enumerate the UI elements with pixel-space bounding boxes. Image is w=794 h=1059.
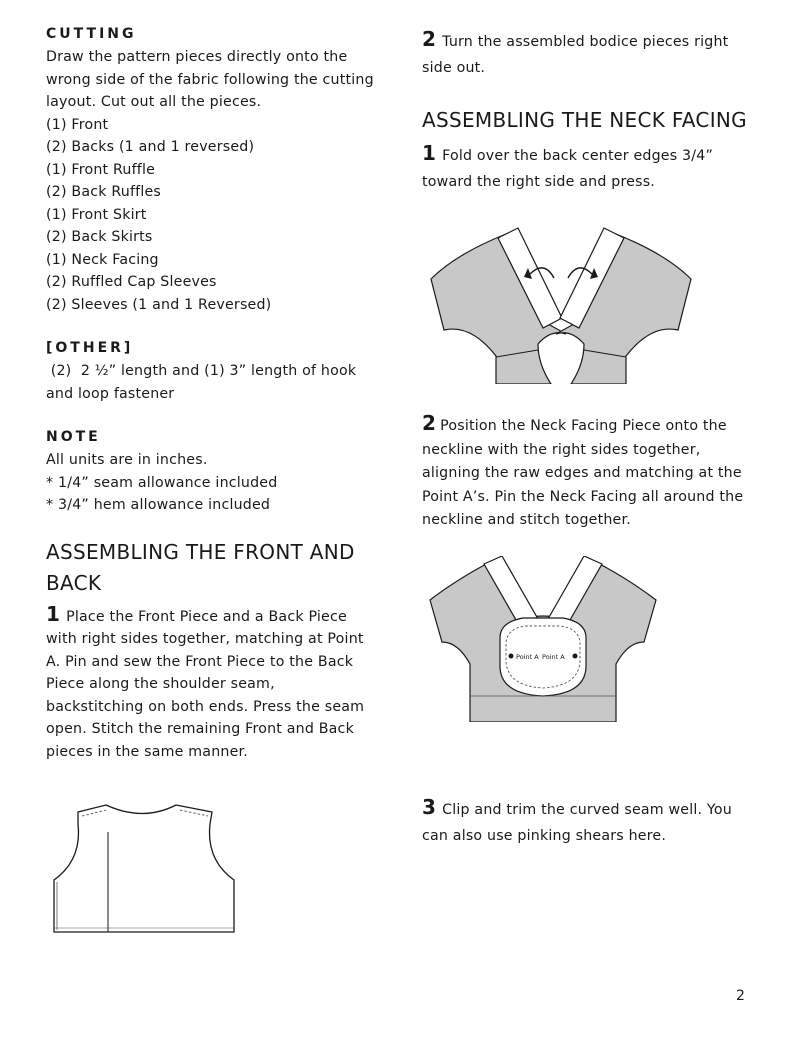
list-item: (1) Front <box>46 116 109 133</box>
note-section <box>46 427 376 517</box>
point-a-right-label: Point A <box>542 653 565 661</box>
step-text: Position the Neck Facing Piece onto the neckline with the right sides together, aligning the raw edges and matching at the Point A’s. Pin the Neck Facing all around the neckline and stitch together. <box>422 418 744 528</box>
other-text: (2) 2 ½” length and (1) 3” length of hook and loop fastener <box>46 363 362 402</box>
front-back-heading: ASSEMBLING THE FRONT AND BACK <box>46 539 355 595</box>
step-number: 3 <box>422 795 437 819</box>
list-item: (2) Sleeves (1 and 1 Reversed) <box>46 296 272 313</box>
neck-facing-step-2 <box>422 412 757 533</box>
list-item: (2) Backs (1 and 1 reversed) <box>46 139 255 155</box>
note-title: NOTE <box>46 429 101 445</box>
cutting-section <box>46 24 376 316</box>
neck-facing-heading: ASSEMBLING THE NECK FACING <box>422 108 747 132</box>
right-column <box>422 24 757 195</box>
note-line: All units are in inches. <box>46 452 208 468</box>
list-item: (1) Neck Facing <box>46 251 159 268</box>
step-number: 1 <box>422 141 437 165</box>
front-back-step-1 <box>46 603 376 764</box>
bodice-assembled-illustration <box>48 800 240 940</box>
note-line: * 1/4” seam allowance included <box>46 474 278 491</box>
neck-facing-step-2-block <box>422 412 757 533</box>
step-text: Fold over the back center edges 3/4” toward the right side and press. <box>422 148 713 190</box>
step-text: Place the Front Piece and a Back Piece with right sides together, matching at Point A. Pin and sew the Front Piece to the Back Piece along the shoulder seam, backstitching on both ends. Press the seam open. Stitch the remaining Front and Back pieces in the same manner. <box>46 608 365 760</box>
cutting-title: CUTTING <box>46 26 137 42</box>
list-item: (2) Ruffled Cap Sleeves <box>46 274 217 290</box>
fold-back-edges-illustration <box>426 224 696 384</box>
step-text: Clip and trim the curved seam well. You can also use pinking shears here. <box>422 802 732 844</box>
cutting-intro: Draw the pattern pieces directly onto the wrong side of the fabric following the cutting layout. Cut out all the pieces. <box>46 49 374 110</box>
front-back-step-2 <box>422 26 757 81</box>
list-item: (1) Front Ruffle <box>46 161 156 178</box>
neck-facing-pinned-illustration <box>428 556 658 722</box>
other-title: [OTHER] <box>46 340 134 356</box>
list-item: (2) Back Ruffles <box>46 184 162 200</box>
step-text: Turn the assembled bodice pieces right side out. <box>422 34 729 76</box>
cutting-list <box>46 114 376 317</box>
front-back-section <box>46 537 376 764</box>
left-column <box>46 24 376 763</box>
neck-facing-step-1 <box>422 140 757 195</box>
step-number: 2 <box>422 411 437 435</box>
point-a-left-label: Point A <box>516 653 539 661</box>
step-number: 1 <box>46 601 61 626</box>
neck-facing-step-3 <box>422 794 757 849</box>
list-item: (2) Back Skirts <box>46 229 153 245</box>
page-number: 2 <box>736 988 745 1004</box>
other-section <box>46 338 376 405</box>
neck-facing-step-3-block <box>422 794 757 849</box>
note-line: * 3/4” hem allowance included <box>46 497 271 513</box>
step-number: 2 <box>422 27 437 51</box>
list-item: (1) Front Skirt <box>46 206 147 223</box>
